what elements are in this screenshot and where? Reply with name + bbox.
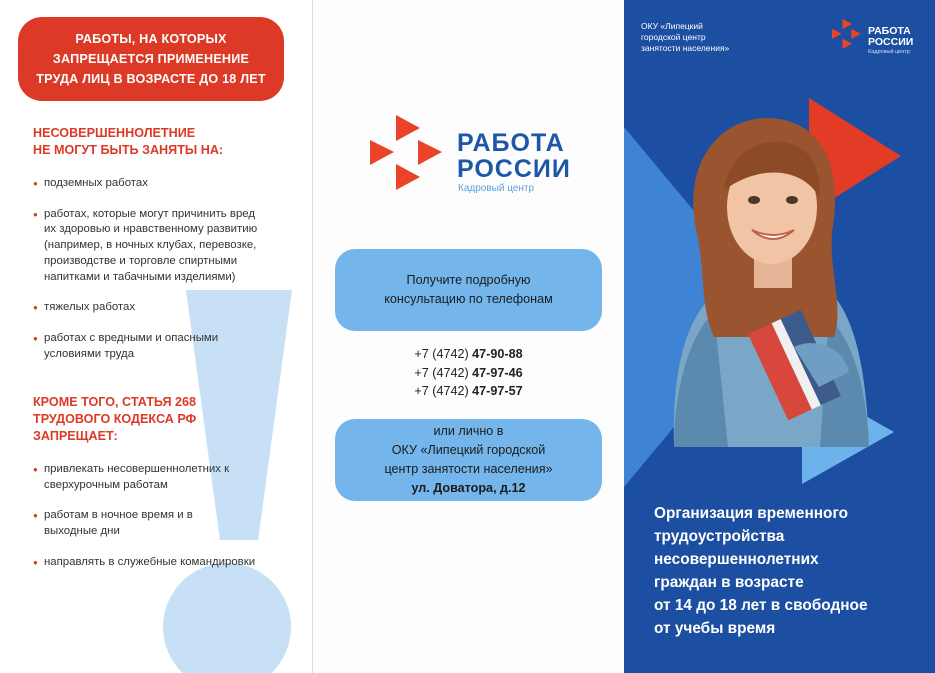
brochure-headline: Организация временного трудоустройства несовершеннолетних граждан в возрасте от 14 до 18 лет в свободное от учебы время — [654, 505, 868, 637]
right-panel — [624, 0, 935, 673]
banner-line: ЗАПРЕЩАЕТСЯ ПРИМЕНЕНИЕ — [52, 52, 250, 66]
brand-subtitle: Кадровый центр — [458, 183, 535, 194]
consultation-callout: Получите подробную консультацию по телефонам — [335, 249, 602, 331]
student-portrait-image — [644, 112, 884, 447]
mini-brand-wordmark: РАБОТА РОССИИ — [868, 25, 914, 48]
labor-code-list — [33, 462, 295, 571]
list-item: ● работах с вредными и опасными условиями труда — [33, 331, 295, 362]
exclamation-dot-shape — [163, 563, 291, 673]
list-item: ● привлекать несовершеннолетних к сверхурочным работам — [33, 462, 295, 493]
list-item: ● подземных работах — [33, 176, 295, 192]
organization-name: ОКУ «Липецкий городской центр занятости населения» — [641, 21, 730, 53]
restricted-work-list — [33, 176, 295, 362]
mini-brand-subtitle: Кадровый центр — [868, 49, 910, 55]
phone-number[interactable]: +7 (4742) 47-90-88 — [414, 347, 523, 361]
mini-logo-icon — [832, 18, 865, 51]
list-item: ● тяжелых работах — [33, 300, 295, 316]
phone-number[interactable]: +7 (4742) 47-97-46 — [414, 365, 523, 380]
banner-line: РАБОТЫ, НА КОТОРЫХ — [75, 32, 227, 46]
list-item: ● направлять в служебные командировки — [33, 555, 295, 571]
list-item: ● работах, которые могут причинить вред их здоровью и нравственному развитию (например, в ночных клубах, перевозке, производстве и торговле спиртными напитками и табачными изделиями) — [33, 207, 295, 286]
minors-restriction-heading: НЕСОВЕРШЕННОЛЕТНИЕ НЕ МОГУТ БЫТЬ ЗАНЯТЫ НА: — [33, 126, 224, 157]
list-item: ● работам в ночное время и в выходные дни — [33, 508, 295, 539]
labor-code-heading: КРОМЕ ТОГО, СТАТЬЯ 268 ТРУДОВОГО КОДЕКСА РФ ЗАПРЕЩАЕТ: — [33, 395, 197, 443]
in-person-callout: или лично в ОКУ «Липецкий городской центр занятости населения» ул. Доватора, д.12 — [335, 419, 602, 501]
phone-number[interactable]: +7 (4742) 47-97-57 — [414, 384, 523, 398]
center-panel — [312, 0, 625, 673]
banner-line: ТРУДА ЛИЦ В ВОЗРАСТЕ ДО 18 ЛЕТ — [36, 72, 266, 86]
phone-list — [313, 345, 624, 401]
prohibited-work-banner — [18, 17, 284, 101]
office-address: ул. Доватора, д.12 — [411, 481, 526, 495]
left-panel — [0, 0, 311, 673]
rabota-rossii-logo-icon — [370, 113, 452, 195]
brand-wordmark: РАБОТА РОССИИ — [457, 129, 571, 183]
